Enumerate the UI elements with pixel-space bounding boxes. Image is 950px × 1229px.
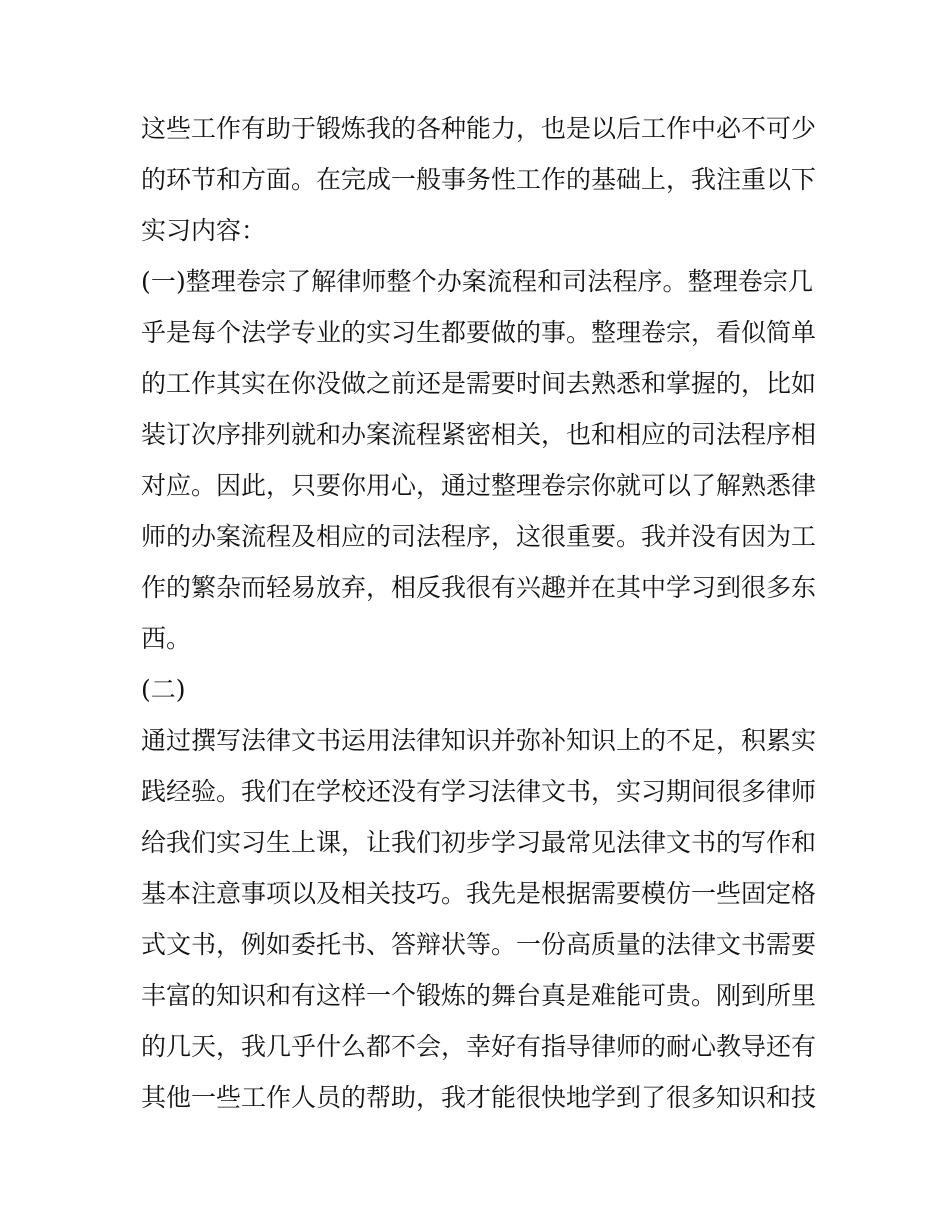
text-line: 践经验。我们在学校还没有学习法律文书，实习期间很多律师 <box>141 777 817 806</box>
document-body <box>141 103 817 1123</box>
section-heading-1: (一)整理卷宗了解律师整个办案流程和司法程序。整理卷宗几 <box>141 267 813 296</box>
text-line: 对应。因此，只要你用心，通过整理卷宗你就可以了解熟悉律 <box>141 471 817 500</box>
text-line: 基本注意事项以及相关技巧。我先是根据需要模仿一些固定格 <box>141 879 817 908</box>
text-line: 西。 <box>141 624 192 653</box>
text-line: 式文书，例如委托书、答辩状等。一份高质量的法律文书需要 <box>141 930 817 959</box>
text-line: 通过撰写法律文书运用法律知识并弥补知识上的不足，积累实 <box>141 726 817 755</box>
text-line: 这些工作有助于锻炼我的各种能力，也是以后工作中必不可少 <box>141 114 817 143</box>
text-line: 实习内容： <box>141 216 267 245</box>
text-line: 其他一些工作人员的帮助，我才能很快地学到了很多知识和技 <box>141 1083 817 1112</box>
section-heading-2: (二) <box>141 675 186 704</box>
text-line: 作的繁杂而轻易放弃，相反我很有兴趣并在其中学习到很多东 <box>141 573 817 602</box>
text-line: 丰富的知识和有这样一个锻炼的舞台真是难能可贵。刚到所里 <box>141 981 817 1010</box>
text-line: 装订次序排列就和办案流程紧密相关，也和相应的司法程序相 <box>141 420 817 449</box>
text-line: 的环节和方面。在完成一般事务性工作的基础上，我注重以下 <box>141 165 817 194</box>
text-line: 给我们实习生上课，让我们初步学习最常见法律文书的写作和 <box>141 828 817 857</box>
text-line: 乎是每个法学专业的实习生都要做的事。整理卷宗，看似简单 <box>141 318 817 347</box>
text-line: 师的办案流程及相应的司法程序，这很重要。我并没有因为工 <box>141 522 817 551</box>
text-line: 的工作其实在你没做之前还是需要时间去熟悉和掌握的，比如 <box>141 369 817 398</box>
text-line: 的几天，我几乎什么都不会，幸好有指导律师的耐心教导还有 <box>141 1032 817 1061</box>
